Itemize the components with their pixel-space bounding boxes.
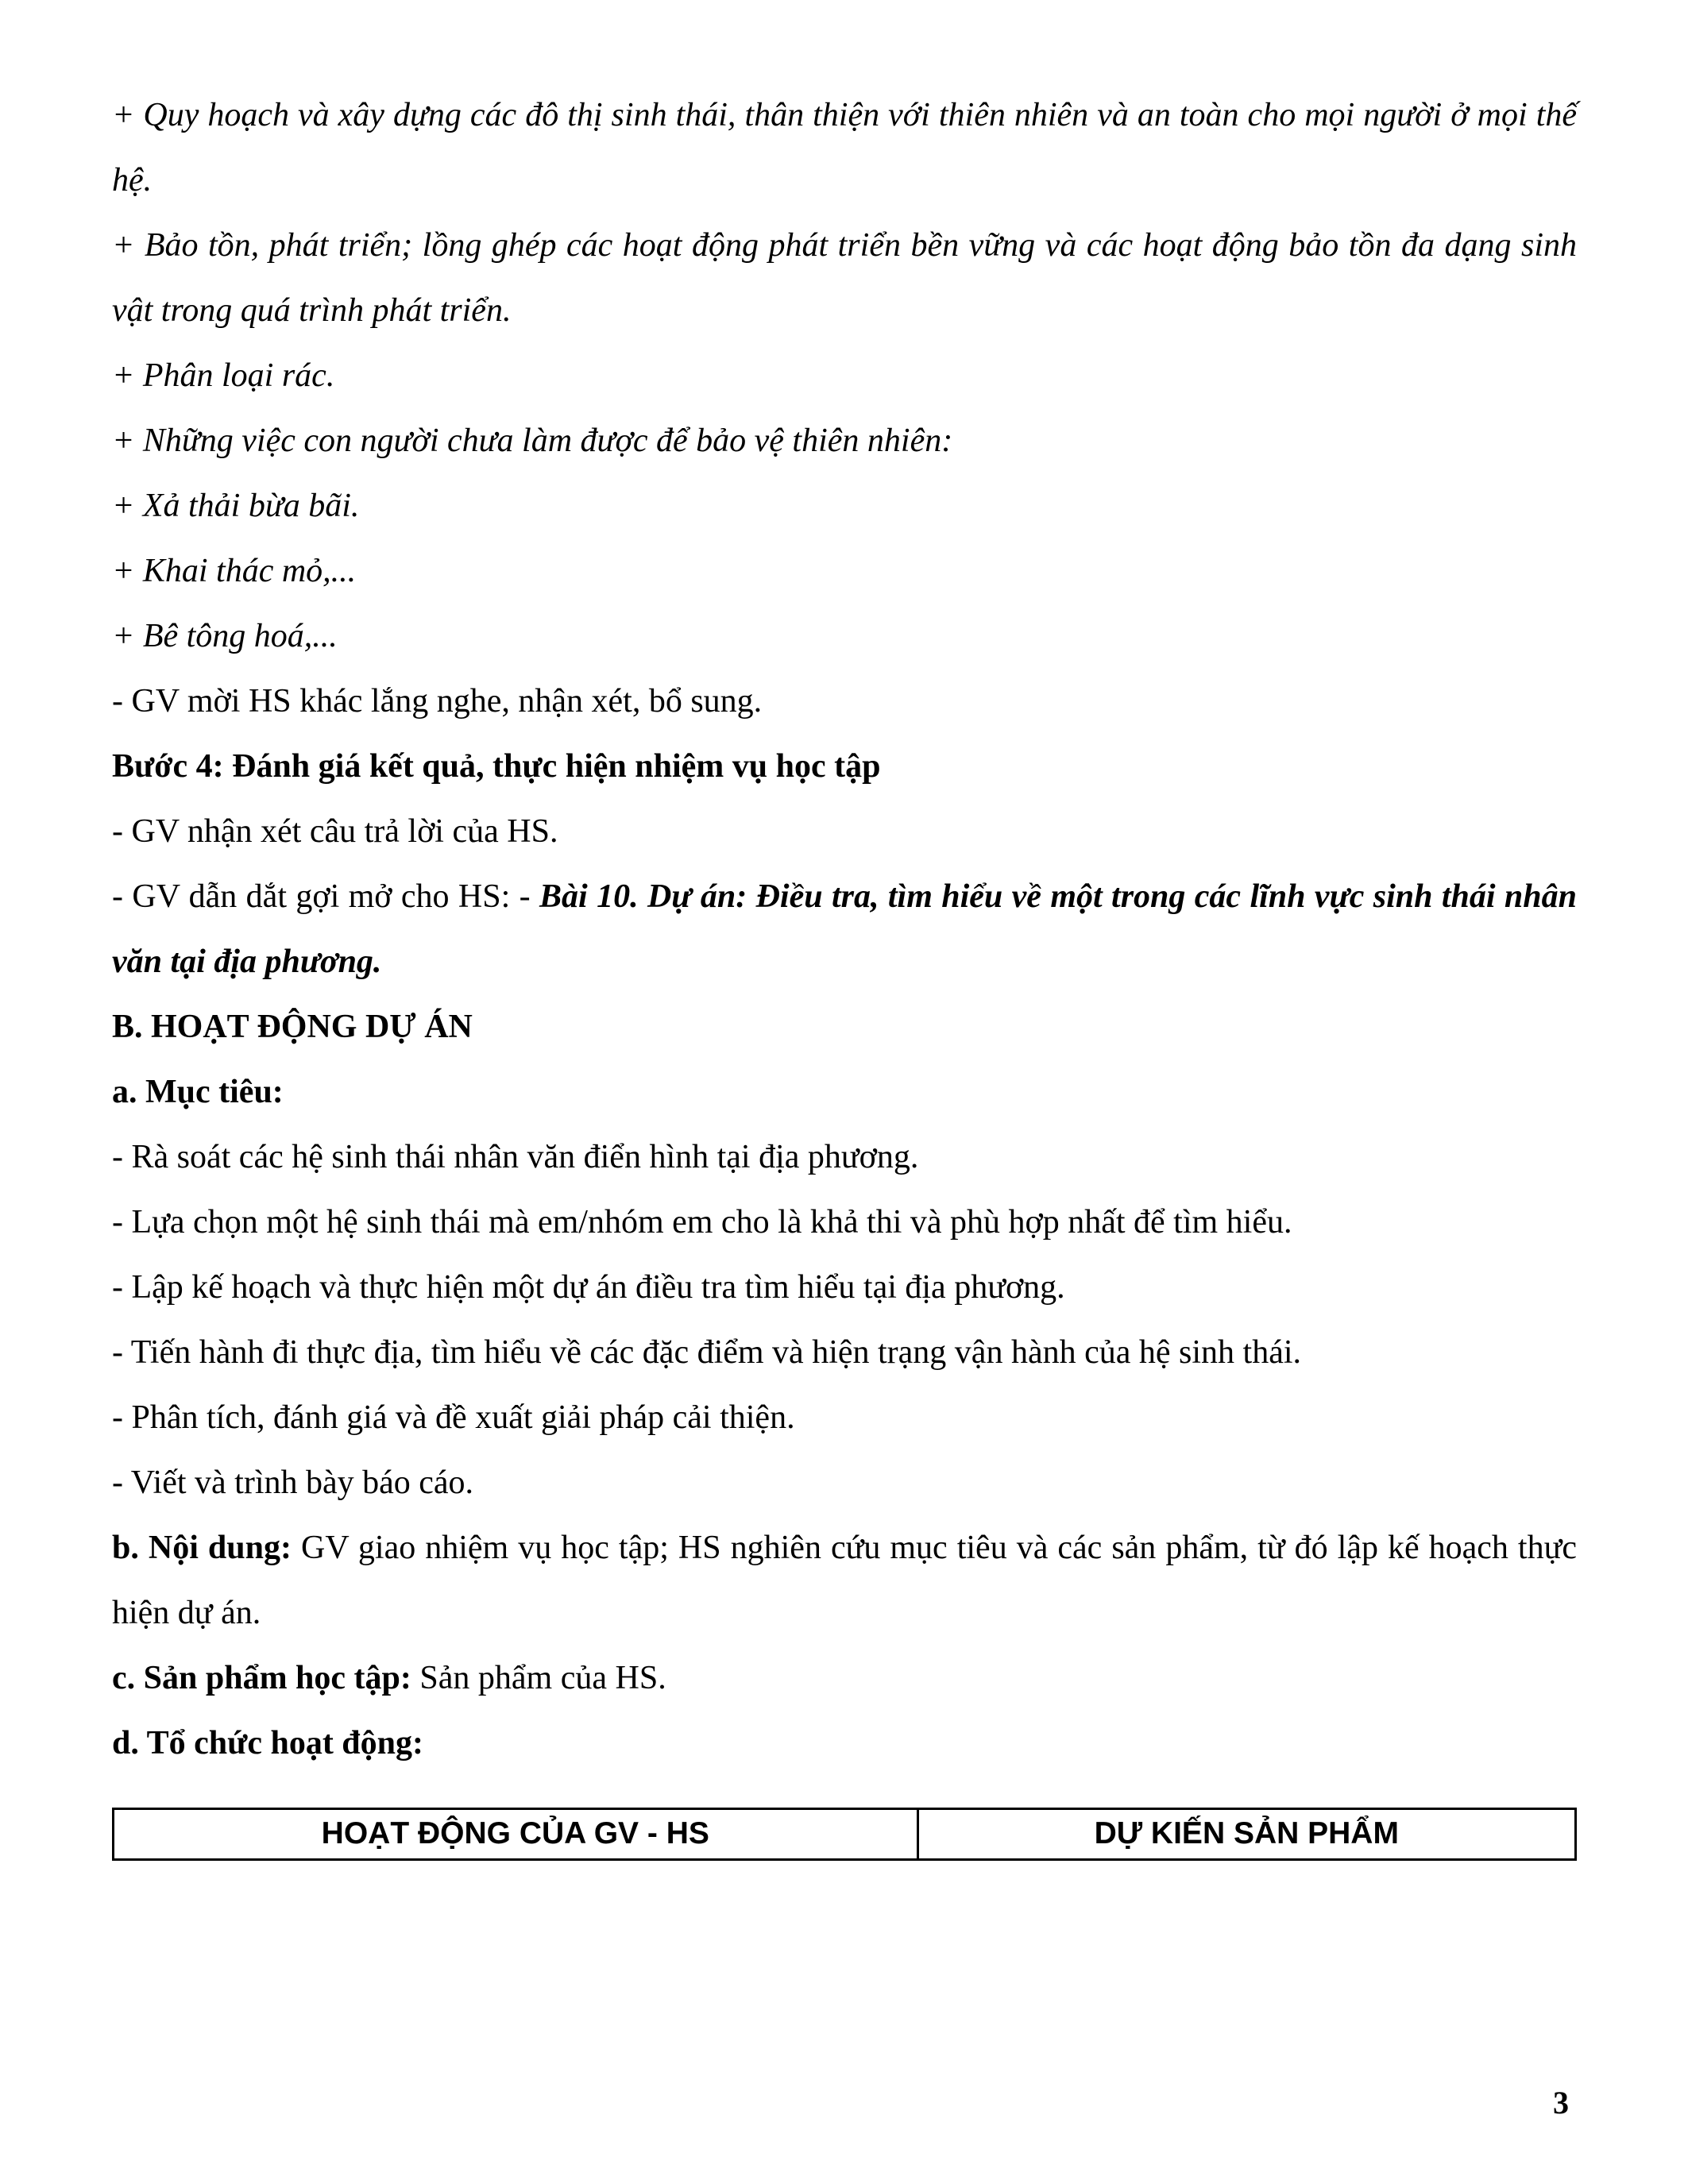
activity-table-header-row bbox=[114, 1809, 1576, 1860]
doc-paragraph-1: + Bảo tồn, phát triển; lồng ghép các hoạt động phát triển bền vững và các hoạt động bảo tồn đa dạng sinh vật trong quá trình phát triển. bbox=[112, 227, 1577, 329]
lesson-title-emphasis: Bài 10. Dự án: Điều tra, tìm hiểu về một trong các lĩnh vực sinh thái nhân văn tại địa phương. bbox=[112, 878, 1577, 980]
doc-paragraph-7: - GV mời HS khác lắng nghe, nhận xét, bổ sung. bbox=[112, 683, 763, 720]
subsection-san-pham bbox=[112, 1646, 1577, 1711]
subsection-text: Sản phẩm của HS. bbox=[411, 1660, 666, 1696]
subsection-text: GV giao nhiệm vụ học tập; HS nghiên cứu mục tiêu và các sản phẩm, từ đó lập kế hoạch thực hiện dự án. bbox=[112, 1530, 1577, 1631]
doc-paragraph-5: + Khai thác mỏ,... bbox=[112, 553, 357, 589]
activity-table bbox=[112, 1808, 1577, 1861]
doc-paragraph-4: + Xả thải bừa bãi. bbox=[112, 488, 360, 524]
doc-paragraph-3: + Những việc con người chưa làm được để bảo vệ thiên nhiên: bbox=[112, 423, 953, 459]
doc-paragraph-16: - Tiến hành đi thực địa, tìm hiểu về các đặc điểm và hiện trạng vận hành của hệ sinh thái. bbox=[112, 1334, 1302, 1371]
doc-paragraph-2: + Phân loại rác. bbox=[112, 357, 335, 394]
doc-paragraph-18: - Viết và trình bày báo cáo. bbox=[112, 1464, 474, 1501]
subsection-heading-to-chuc-hoat-dong: d. Tổ chức hoạt động: bbox=[112, 1725, 424, 1761]
section-heading-b-hoat-dong-du-an: B. HOẠT ĐỘNG DỰ ÁN bbox=[112, 1009, 473, 1045]
document-body bbox=[112, 83, 1577, 1861]
doc-paragraph-15: - Lập kế hoạch và thực hiện một dự án điều tra tìm hiểu tại địa phương. bbox=[112, 1269, 1065, 1306]
table-header-du-kien-san-pham: DỰ KIẾN SẢN PHẨM bbox=[917, 1809, 1575, 1860]
doc-paragraph-0: + Quy hoạch và xây dựng các đô thị sinh thái, thân thiện với thiên nhiên và an toàn cho mọi người ở mọi thế hệ. bbox=[112, 97, 1577, 199]
table-header-hoat-dong-gv-hs: HOẠT ĐỘNG CỦA GV - HS bbox=[114, 1809, 918, 1860]
subsection-label: b. Nội dung: bbox=[112, 1530, 292, 1566]
doc-paragraph-14: - Lựa chọn một hệ sinh thái mà em/nhóm em cho là khả thi và phù hợp nhất để tìm hiểu. bbox=[112, 1204, 1292, 1241]
page-number: 3 bbox=[1553, 2085, 1569, 2120]
section-heading-buoc-4: Bước 4: Đánh giá kết quả, thực hiện nhiệm vụ học tập bbox=[112, 748, 881, 785]
doc-paragraph-17: - Phân tích, đánh giá và đề xuất giải pháp cải thiện. bbox=[112, 1399, 795, 1436]
doc-paragraph-10 bbox=[112, 864, 1577, 994]
subsection-heading-muc-tieu: a. Mục tiêu: bbox=[112, 1074, 284, 1110]
doc-paragraph-9: - GV nhận xét câu trả lời của HS. bbox=[112, 813, 558, 850]
paragraph-prefix: - GV dẫn dắt gợi mở cho HS: - bbox=[112, 878, 540, 915]
doc-paragraph-13: - Rà soát các hệ sinh thái nhân văn điển hình tại địa phương. bbox=[112, 1139, 919, 1175]
subsection-noi-dung bbox=[112, 1515, 1577, 1646]
subsection-label: c. Sản phẩm học tập: bbox=[112, 1660, 411, 1696]
doc-paragraph-6: + Bê tông hoá,... bbox=[112, 618, 338, 654]
